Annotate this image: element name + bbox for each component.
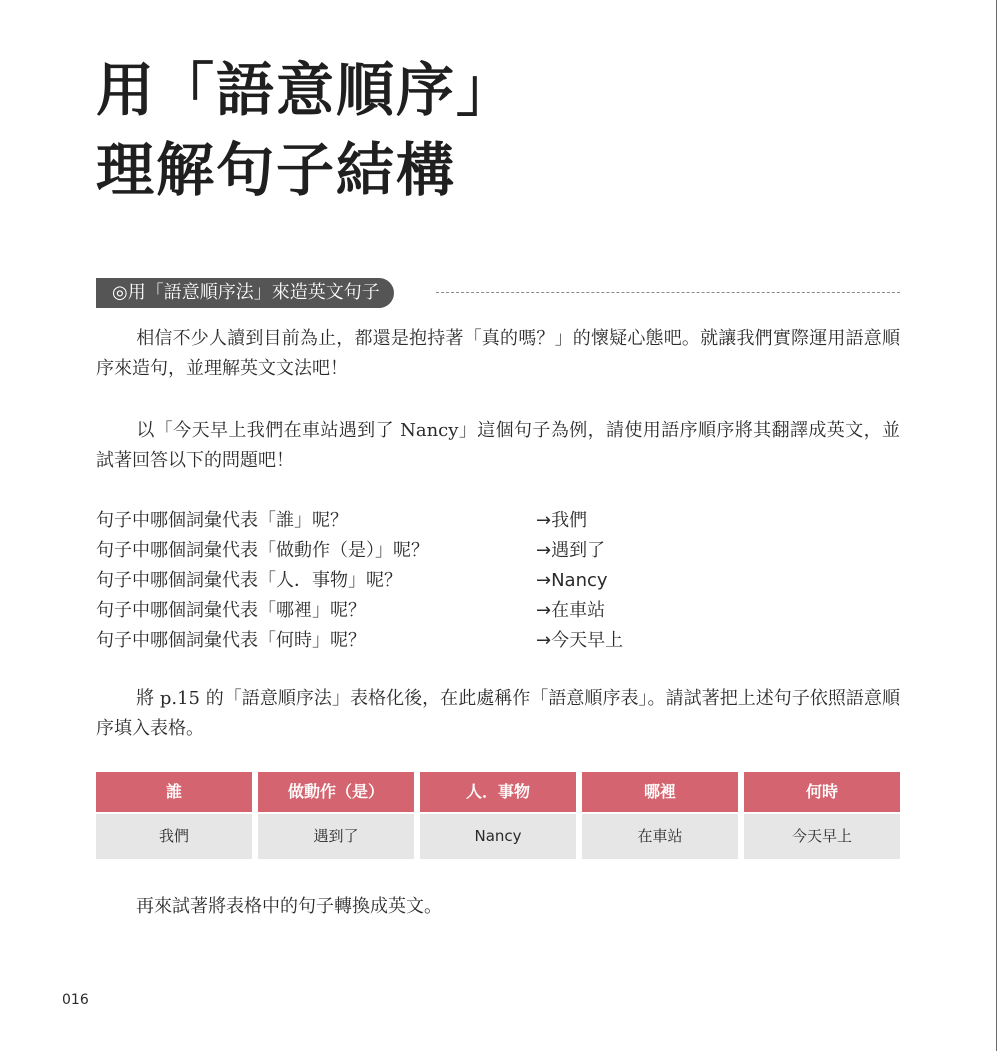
- qa-question: 句子中哪個詞彙代表「誰」呢？: [96, 510, 348, 531]
- paragraph-table-intro-text: 將 p.15 的「語意順序法」表格化後，在此處稱作「語意順序表」。請試著把上述句子依照語意順序填入表格。: [96, 688, 900, 739]
- table-value-cell: 今天早上: [744, 814, 900, 859]
- qa-row: [96, 506, 900, 536]
- table-header-cell: 哪裡: [582, 772, 738, 812]
- table-value-cell: 我們: [96, 814, 252, 859]
- qa-answer: →在車站: [536, 600, 606, 621]
- page-number: 016: [62, 992, 89, 1008]
- qa-answer: →Nancy: [536, 570, 608, 591]
- qa-answer: →今天早上: [536, 630, 624, 651]
- paragraph-table-intro: [96, 684, 900, 744]
- qa-row: [96, 626, 900, 656]
- table-column-action: [258, 772, 414, 859]
- table-column-who: [96, 772, 252, 859]
- qa-question: 句子中哪個詞彙代表「哪裡」呢？: [96, 600, 366, 621]
- paragraph-closing-text: 再來試著將表格中的句子轉換成英文。: [136, 896, 442, 917]
- table-column-object: [420, 772, 576, 859]
- table-column-when: [744, 772, 900, 859]
- qa-row: [96, 536, 900, 566]
- paragraph-closing: [96, 892, 900, 922]
- section-dashed-rule: [436, 292, 900, 293]
- qa-row: [96, 596, 900, 626]
- table-value-cell: 在車站: [582, 814, 738, 859]
- page-title-line-2: 理解句子結構: [96, 136, 457, 204]
- page-title-line-1: 用「語意順序」: [96, 56, 517, 124]
- question-answer-list: [96, 506, 900, 656]
- table-header-cell: 做動作（是）: [258, 772, 414, 812]
- section-header: [96, 278, 900, 308]
- qa-question: 句子中哪個詞彙代表「人．事物」呢？: [96, 570, 402, 591]
- table-header-cell: 誰: [96, 772, 252, 812]
- qa-question: 句子中哪個詞彙代表「做動作（是）」呢？: [96, 540, 429, 561]
- paragraph-example: [96, 416, 900, 476]
- table-header-cell: 人．事物: [420, 772, 576, 812]
- paragraph-example-text: 以「今天早上我們在車站遇到了 Nancy」這個句子為例，請使用語序順序將其翻譯成英文，並試著回答以下的問題吧！: [96, 420, 900, 471]
- section-heading: ◎用「語意順序法」來造英文句子: [96, 278, 394, 308]
- table-value-cell: 遇到了: [258, 814, 414, 859]
- qa-question: 句子中哪個詞彙代表「何時」呢？: [96, 630, 366, 651]
- paragraph-intro-text: 相信不少人讀到目前為止，都還是抱持著「真的嗎？」的懷疑心態吧。就讓我們實際運用語意順序來造句，並理解英文文法吧！: [96, 328, 900, 379]
- qa-answer: →遇到了: [536, 540, 606, 561]
- qa-answer: →我們: [536, 510, 588, 531]
- semantic-order-table: [96, 772, 900, 859]
- table-value-cell: Nancy: [420, 814, 576, 859]
- page-edge-rule: [996, 0, 997, 1051]
- table-header-cell: 何時: [744, 772, 900, 812]
- qa-row: [96, 566, 900, 596]
- paragraph-intro: [96, 324, 900, 384]
- table-column-where: [582, 772, 738, 859]
